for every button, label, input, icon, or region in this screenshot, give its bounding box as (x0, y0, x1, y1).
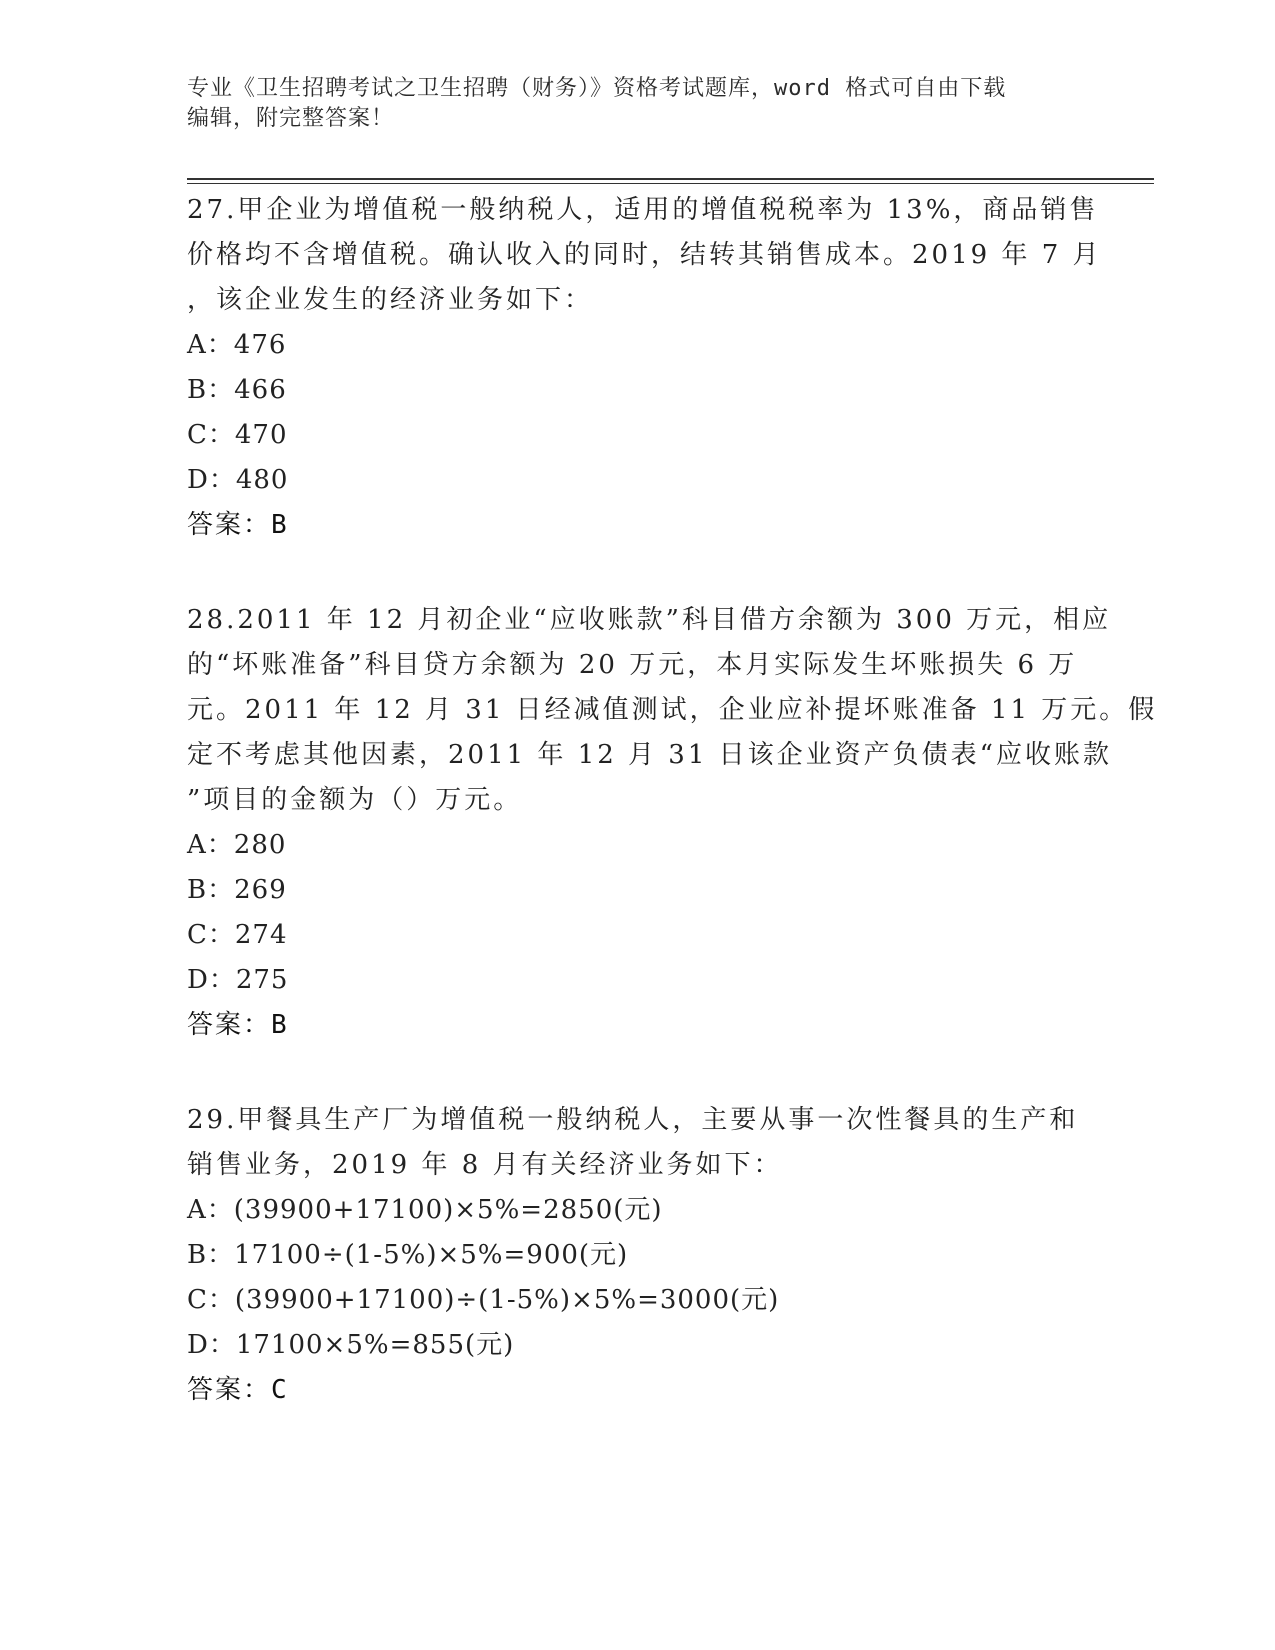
question-text-line: 元。2011 年 12 月 31 日经减值测试，企业应补提坏账准备 11 万元。假 (187, 695, 1158, 725)
option-c: C：(39900+17100)÷(1-5%)×5%=3000(元) (187, 1285, 780, 1315)
header-line: 专业《卫生招聘考试之卫生招聘（财务）》资格考试题库，word 格式可自由下载 (187, 76, 1007, 101)
question-text-line: 27.甲企业为增值税一般纳税人，适用的增值税税率为 13%，商品销售 (187, 195, 1099, 225)
header-line: 编辑，附完整答案！ (187, 106, 395, 131)
answer: 答案：B (187, 1010, 289, 1040)
option-b: B：466 (187, 375, 287, 405)
question-text-line: 的“坏账准备”科目贷方余额为 20 万元，本月实际发生坏账损失 6 万 (187, 650, 1078, 680)
option-d: D：480 (187, 465, 289, 495)
question-text-line: 价格均不含增值税。确认收入的同时，结转其销售成本。2019 年 7 月 (187, 240, 1102, 270)
option-d: D：17100×5%=855(元) (187, 1330, 515, 1360)
question-27 (187, 188, 1102, 548)
option-a: A：280 (187, 830, 287, 860)
option-a: A：(39900+17100)×5%=2850(元) (187, 1195, 663, 1225)
question-29 (187, 1098, 1087, 1413)
question-text-line: 定不考虑其他因素，2011 年 12 月 31 日该企业资产负债表“应收账款 (187, 740, 1112, 770)
question-28 (187, 598, 1158, 1048)
question-text-line: ，该企业发生的经济业务如下： (187, 285, 594, 315)
option-b: B：17100÷(1-5%)×5%=900(元) (187, 1240, 629, 1270)
document-header (187, 74, 1067, 134)
option-b: B：269 (187, 875, 287, 905)
header-divider-thin (187, 183, 1154, 184)
question-text-line: ”项目的金额为（）万元。 (187, 785, 523, 815)
option-c: C：274 (187, 920, 288, 950)
option-d: D：275 (187, 965, 289, 995)
option-a: A：476 (187, 330, 287, 360)
question-text-line: 28.2011 年 12 月初企业“应收账款”科目借方余额为 300 万元，相应 (187, 605, 1112, 635)
question-text-line: 销售业务，2019 年 8 月有关经济业务如下： (187, 1150, 783, 1180)
answer: 答案：B (187, 510, 289, 540)
question-text-line: 29.甲餐具生产厂为增值税一般纳税人，主要从事一次性餐具的生产和 (187, 1105, 1079, 1135)
option-c: C：470 (187, 420, 288, 450)
answer: 答案：C (187, 1375, 289, 1405)
header-divider-thick (187, 178, 1154, 180)
